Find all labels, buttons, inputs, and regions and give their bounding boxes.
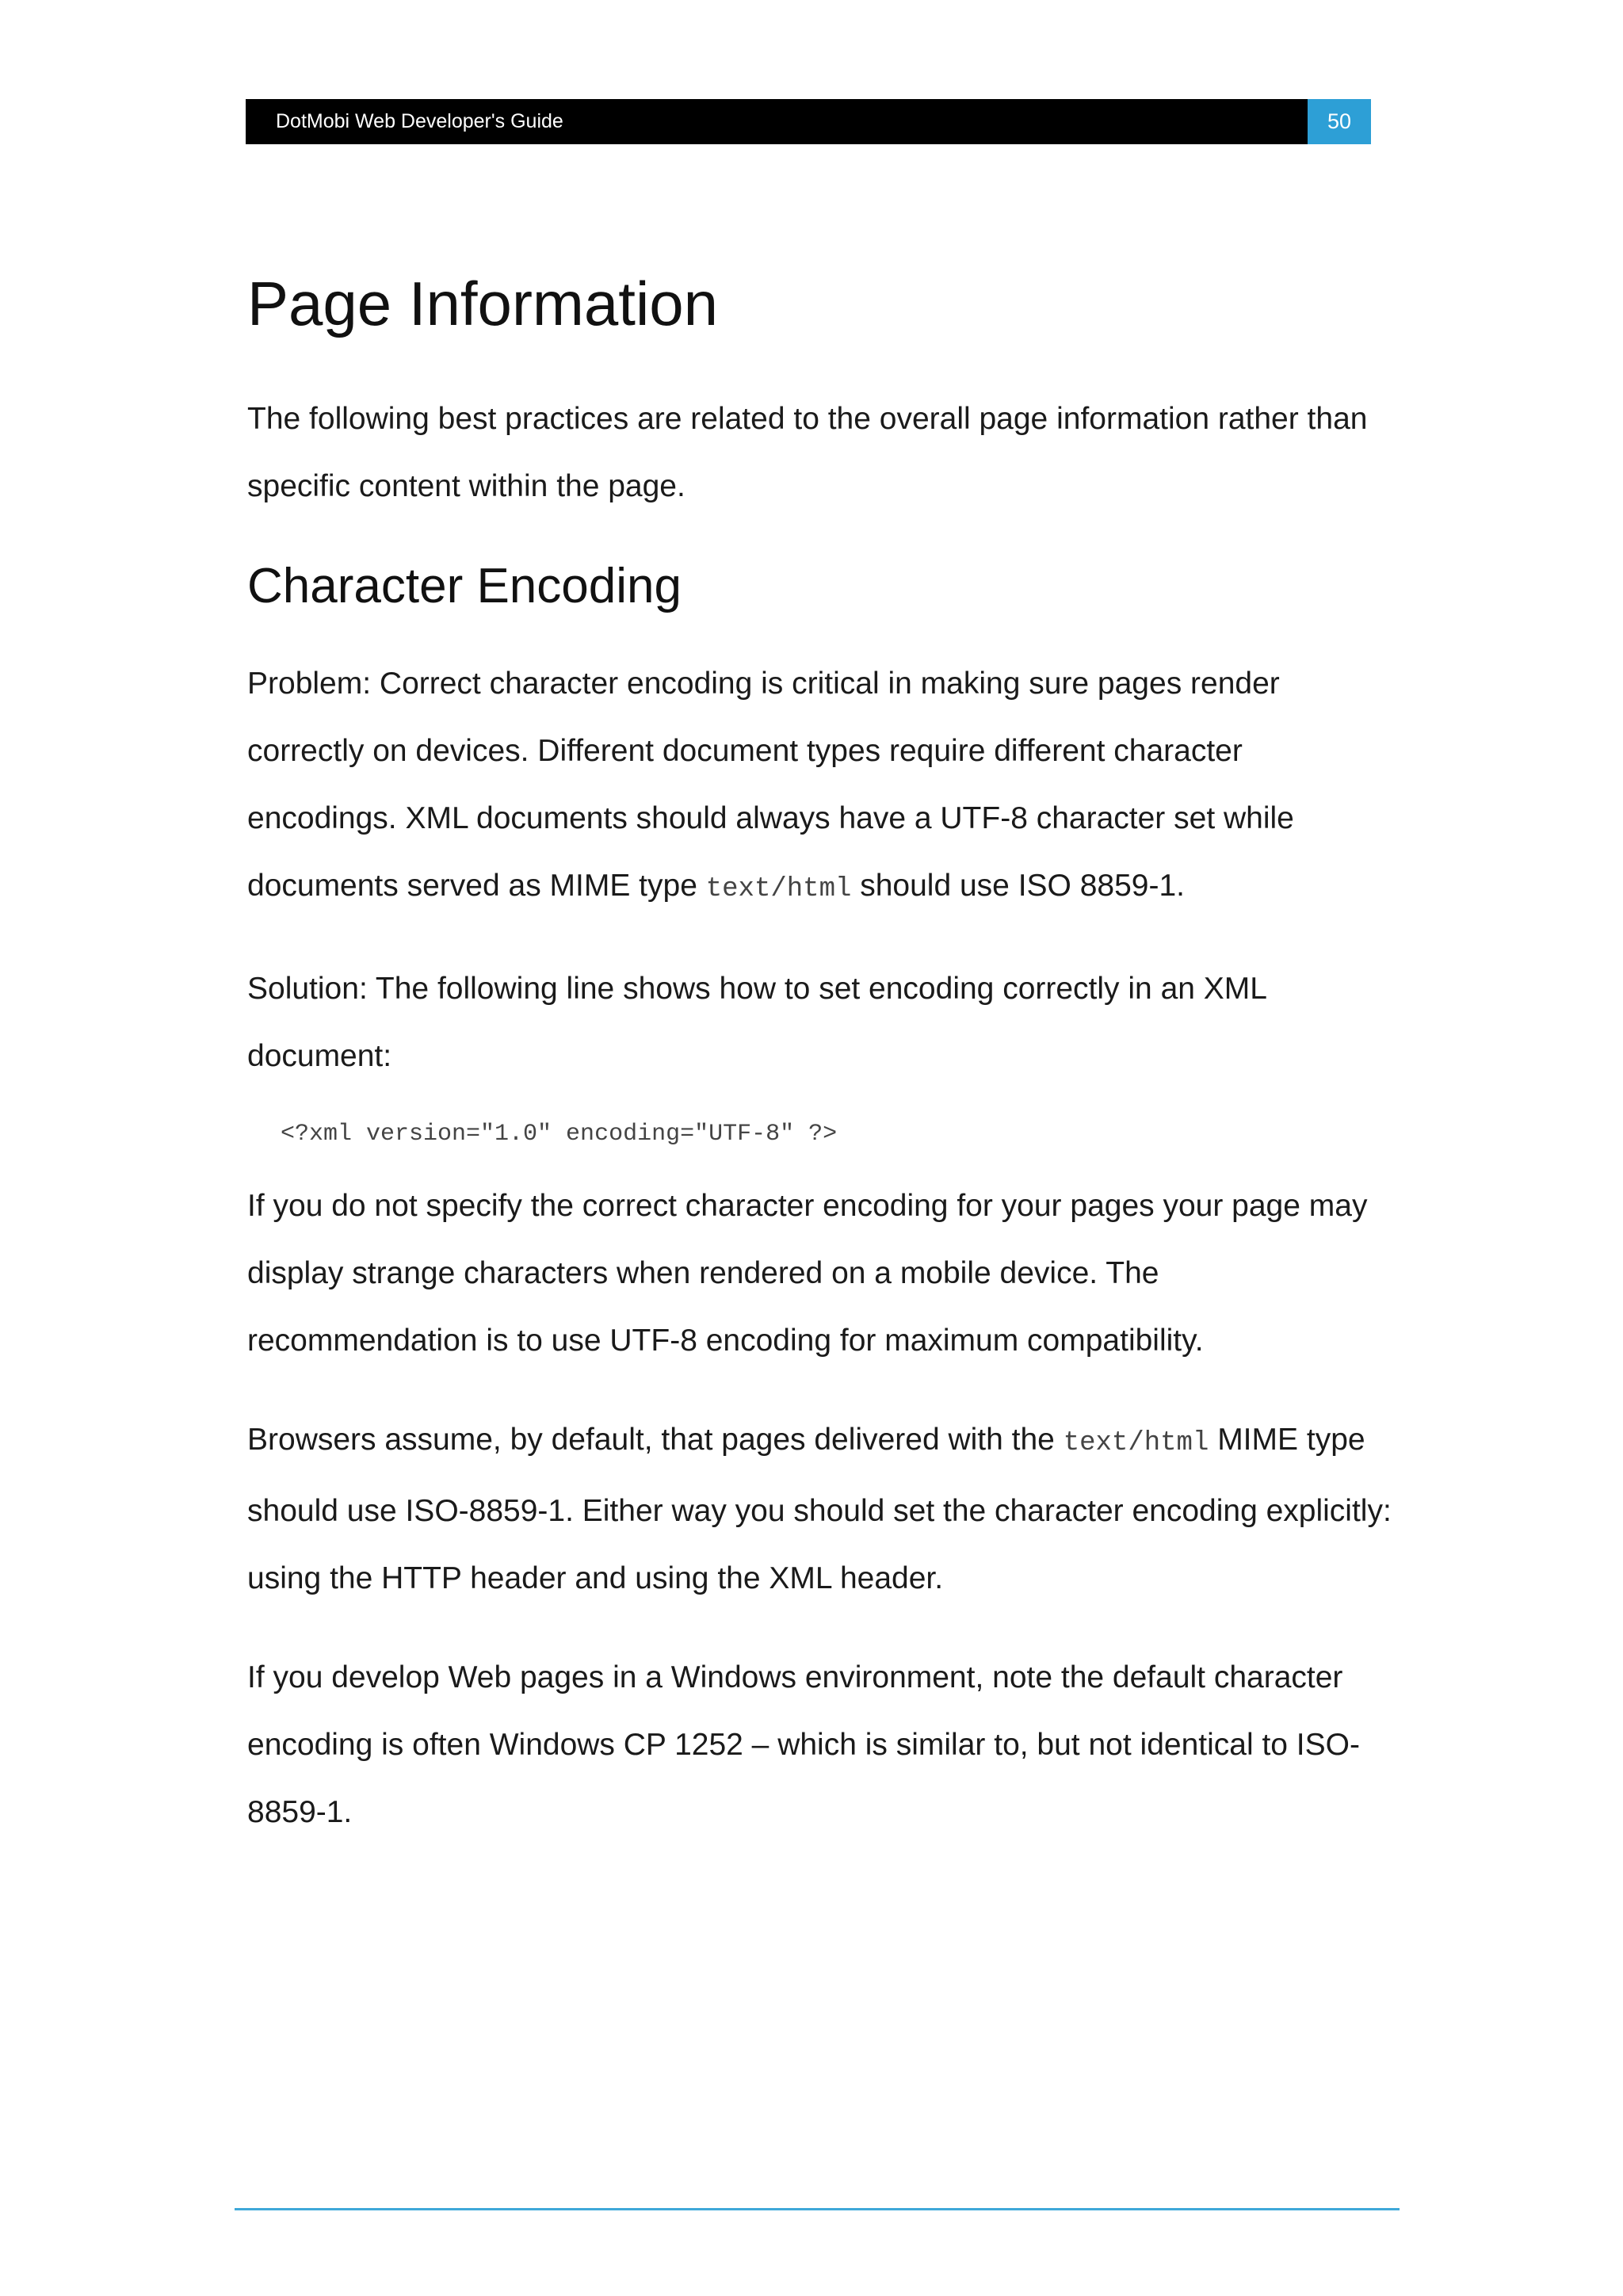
- solution-paragraph: [247, 955, 1396, 1090]
- browser-default-inline-code: text/html: [1063, 1428, 1209, 1458]
- problem-paragraph: [247, 650, 1396, 923]
- intro-paragraph: The following best practices are related to the overall page information rather than specific content within the page.: [247, 402, 1368, 503]
- browser-default-text-start: Browsers assume, by default, that pages delivered with the: [247, 1423, 1064, 1457]
- page-content: [247, 260, 1396, 1846]
- problem-text-start: : Correct character encoding is critical in making sure pages render correctly on devices. Different document types require different character encodings. XML documents should always have a UTF-8 character set while documents served as MIME type: [247, 667, 1294, 903]
- running-header-title: DotMobi Web Developer's Guide: [276, 110, 563, 132]
- solution-text: : The following line shows how to set encoding correctly in an XML document:: [247, 972, 1266, 1073]
- running-header: [246, 99, 1371, 144]
- footer-divider: [235, 2208, 1400, 2210]
- problem-label: Problem: [247, 667, 363, 701]
- section-heading: Character Encoding: [247, 559, 682, 613]
- browser-default-text-end: MIME type should use ISO-8859-1. Either way you should set the character encoding explicitly: using the HTTP header and using the XML header.: [247, 1423, 1392, 1595]
- problem-inline-code: text/html: [705, 874, 852, 904]
- page-title: Page Information: [247, 269, 719, 338]
- problem-text-end: should use ISO 8859-1.: [851, 869, 1185, 903]
- browser-default-paragraph: [247, 1406, 1396, 1612]
- solution-label: Solution: [247, 972, 359, 1006]
- encoding-warning-paragraph: If you do not specify the correct character encoding for your pages your page may display strange characters when rendered on a mobile device. The recommendation is to use UTF-8 encoding for maximum compatibility.: [247, 1189, 1368, 1358]
- windows-encoding-paragraph: If you develop Web pages in a Windows environment, note the default character encoding is often Windows CP 1252 – which is similar to, but not identical to ISO-8859-1.: [247, 1660, 1360, 1829]
- page-number: 50: [1308, 99, 1371, 144]
- xml-declaration-code: <?xml version="1.0" encoding="UTF-8" ?>: [281, 1121, 838, 1148]
